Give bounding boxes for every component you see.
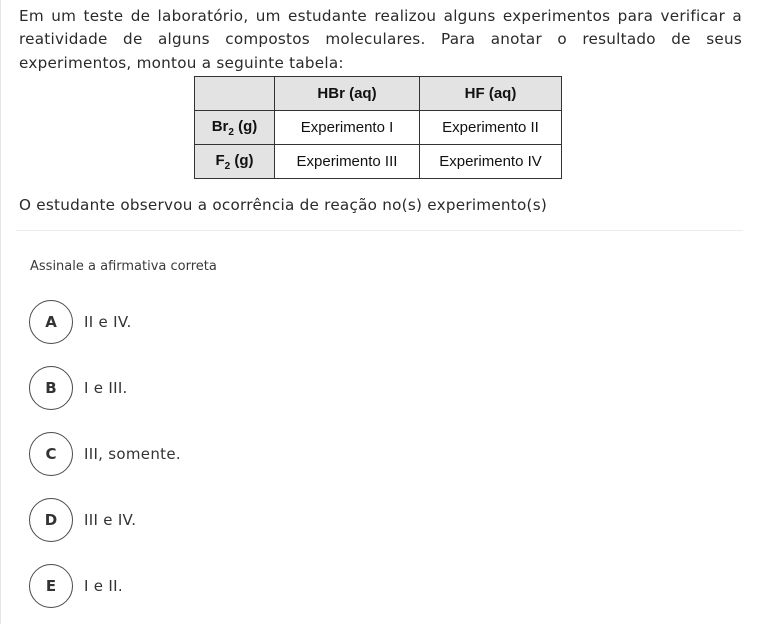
option-text[interactable]: II e IV. bbox=[84, 313, 132, 331]
row-label-subscript: 2 bbox=[228, 126, 234, 138]
column-header-hbr: HBr (aq) bbox=[275, 77, 420, 111]
table-cell: Experimento I bbox=[275, 111, 420, 145]
row-label-phase: (g) bbox=[233, 117, 258, 135]
row-header-f2 bbox=[195, 145, 275, 179]
row-header-br2 bbox=[195, 111, 275, 145]
option-letter-badge[interactable]: A bbox=[29, 300, 73, 344]
row-label-base: Br bbox=[211, 117, 229, 135]
question-observation: O estudante observou a ocorrência de reação no(s) experimento(s) bbox=[19, 196, 548, 214]
row-label-phase: (g) bbox=[230, 151, 254, 169]
table-cell: Experimento II bbox=[420, 111, 562, 145]
option-e[interactable] bbox=[29, 564, 123, 608]
table-cell: Experimento III bbox=[275, 145, 420, 179]
column-header-hf: HF (aq) bbox=[420, 77, 562, 111]
answer-prompt: Assinale a afirmativa correta bbox=[30, 259, 217, 274]
table-row bbox=[195, 111, 562, 145]
option-text[interactable]: III e IV. bbox=[84, 511, 137, 529]
section-divider bbox=[16, 230, 743, 231]
question-statement: Em um teste de laboratório, um estudante realizou alguns experimentos para verificar a reatividade de alguns compostos moleculares. Para anotar o resultado de seus experimentos, montou a seguinte tabela: bbox=[19, 7, 742, 72]
option-letter-badge[interactable]: D bbox=[29, 498, 73, 542]
row-label-subscript: 2 bbox=[224, 160, 231, 172]
option-letter-badge[interactable]: B bbox=[29, 366, 73, 410]
option-text[interactable]: I e II. bbox=[84, 577, 123, 595]
option-b[interactable] bbox=[29, 366, 128, 410]
table-corner-cell bbox=[195, 77, 275, 111]
option-text[interactable]: III, somente. bbox=[84, 445, 181, 463]
option-text[interactable]: I e III. bbox=[84, 379, 128, 397]
experiment-table bbox=[194, 76, 562, 179]
table-cell: Experimento IV bbox=[420, 145, 562, 179]
option-d[interactable] bbox=[29, 498, 136, 542]
option-c[interactable] bbox=[29, 432, 181, 476]
option-a[interactable] bbox=[29, 300, 132, 344]
table-header-row bbox=[195, 77, 562, 111]
row-label-base: F bbox=[215, 151, 225, 169]
option-letter-badge[interactable]: E bbox=[29, 564, 73, 608]
table-row bbox=[195, 145, 562, 179]
option-letter-badge[interactable]: C bbox=[29, 432, 73, 476]
left-border bbox=[0, 0, 1, 624]
